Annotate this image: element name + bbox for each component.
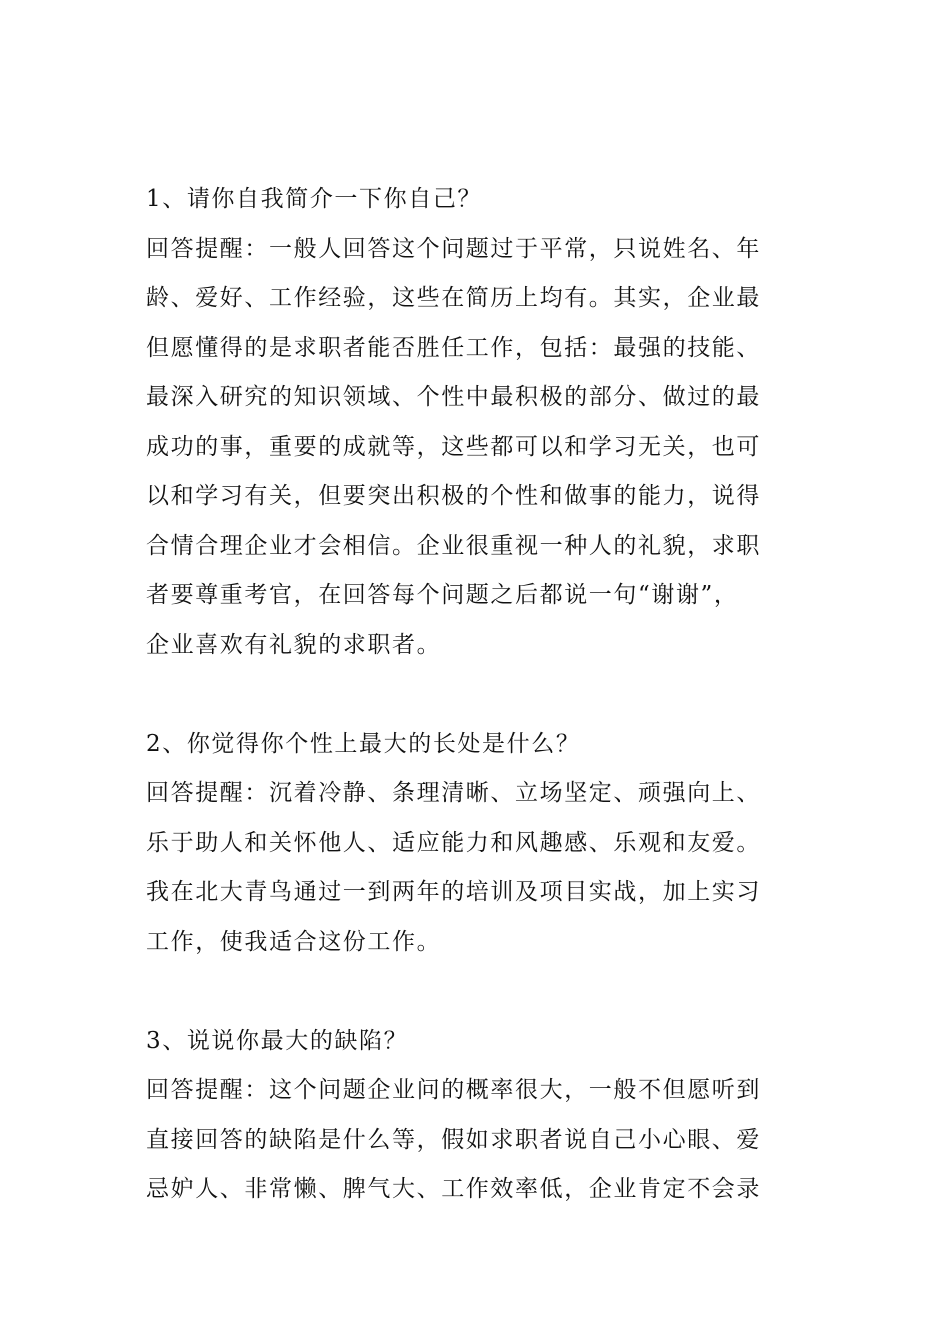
answer-2-line: 我在北大青鸟通过一到两年的培训及项目实战，加上实习 <box>146 879 761 905</box>
answer-2-line: 工作，使我适合这份工作。 <box>146 928 442 955</box>
question-1 <box>146 175 806 670</box>
answer-1-line: 合情合理企业才会相信。企业很重视一种人的礼貌，求职 <box>146 532 761 559</box>
answer-1-line: 以和学习有关，但要突出积极的个性和做事的能力，说得 <box>146 483 761 509</box>
answer-1-line: 龄、爱好、工作经验，这些在简历上均有。其实，企业最 <box>146 285 761 311</box>
question-3 <box>146 1017 806 1215</box>
answer-1-line: 者要尊重考官，在回答每个问题之后都说一句“谢谢”， <box>146 582 739 608</box>
answer-3-line: 回答提醒：这个问题企业问的概率很大，一般不但愿听到 <box>146 1077 761 1103</box>
question-2-title: 2、你觉得你个性上最大的长处是什么？ <box>146 730 581 757</box>
answer-1-line: 回答提醒：一般人回答这个问题过于平常，只说姓名、年 <box>146 235 761 262</box>
answer-2-line: 乐于助人和关怀他人、适应能力和风趣感、乐观和友爱。 <box>146 829 761 856</box>
answer-1-line: 最深入研究的知识领域、个性中最积极的部分、做过的最 <box>146 384 761 410</box>
answer-1-line: 但愿懂得的是求职者能否胜任工作，包括：最强的技能、 <box>146 334 761 361</box>
answer-3-line: 忌妒人、非常懒、脾气大、工作效率低，企业肯定不会录 <box>146 1176 761 1202</box>
question-2 <box>146 720 806 968</box>
answer-1-line: 企业喜欢有礼貌的求职者。 <box>146 631 442 658</box>
answer-1-line: 成功的事，重要的成就等，这些都可以和学习无关，也可 <box>146 433 761 460</box>
question-1-title: 1、请你自我简介一下你自己？ <box>146 186 483 212</box>
answer-2-line: 回答提醒：沉着冷静、条理清晰、立场坚定、顽强向上、 <box>146 780 761 806</box>
answer-3-line: 直接回答的缺陷是什么等，假如求职者说自己小心眼、爱 <box>146 1126 761 1153</box>
question-3-title: 3、说说你最大的缺陷？ <box>146 1027 409 1054</box>
document-body <box>146 175 806 1215</box>
